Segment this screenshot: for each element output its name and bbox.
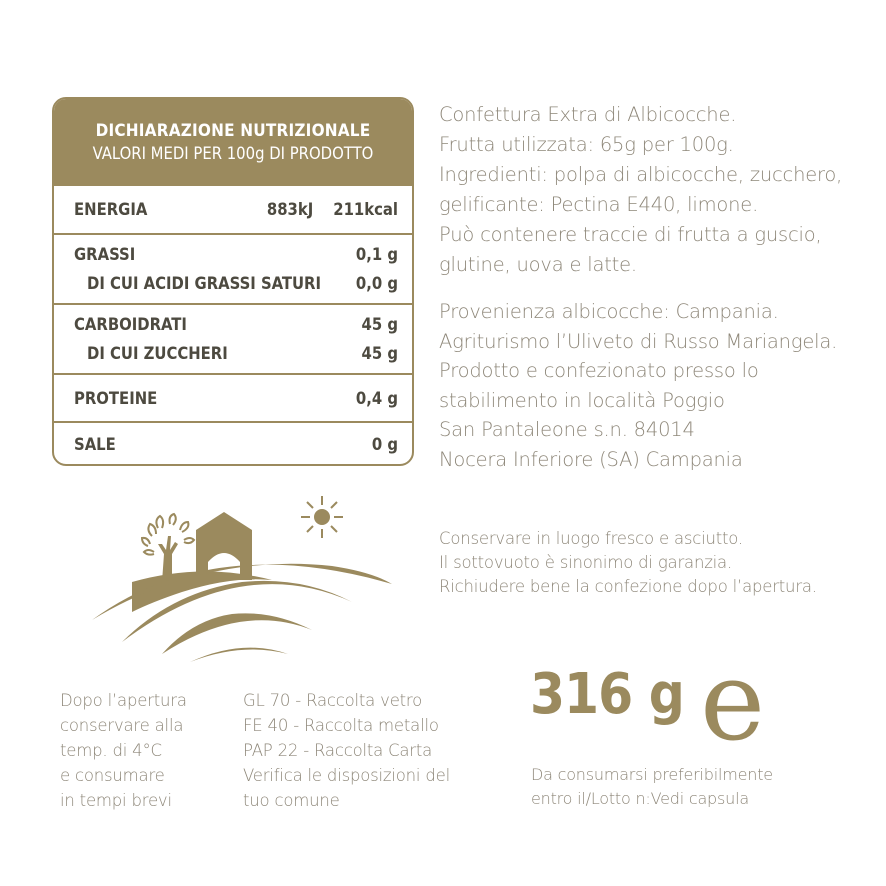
provenance-line: Prodotto e confezionato presso lo [439,359,759,383]
energy-kj: 883kJ [266,200,314,219]
nutrition-row-carbs [54,303,412,373]
energy-label: ENERGIA [74,200,148,219]
description-line: Ingredienti: polpa di albicocche, zucchero, [439,163,843,186]
storage-line: Il sottovuoto è sinonimo di garanzia. [439,553,732,572]
recycling-info [243,688,450,813]
nutrition-row-energy [54,184,412,233]
description-line: glutine, uova e latte. [439,253,637,276]
provenance-info [439,297,837,475]
carbs-label: CARBOIDRATI [74,315,187,334]
nutrition-row-fat [54,233,412,303]
fat-value: 0,1 g [355,245,398,264]
storage-line: Richiudere bene la confezione dopo l’apertura. [439,577,817,596]
recycling-line: GL 70 - Raccolta vetro [243,691,423,710]
protein-label: PROTEINE [74,388,158,408]
net-weight: 316 g [530,662,684,727]
sugars-label: DI CUI ZUCCHERI [87,344,228,363]
storage-line: Conservare in luogo fresco e asciutto. [439,529,743,548]
nutrition-subtitle: VALORI MEDI PER 100g DI PRODOTTO [92,143,374,163]
after-opening-line: Dopo l’apertura [60,691,187,710]
recycling-line: Verifica le disposizioni del [243,766,450,785]
after-opening-line: temp. di 4°C [60,741,162,760]
nutrition-row-protein [54,373,412,421]
description-line: gelificante: Pectina E440, limone. [439,193,759,216]
sugars-value: 45 g [361,344,398,363]
after-opening-line: conservare alla [60,716,184,735]
after-opening-line: e consumare [60,766,165,785]
best-before-line: entro il/Lotto n:Vedi capsula [531,789,749,808]
provenance-line: Provenienza albicocche: Campania. [439,300,779,323]
energy-kcal: 211kcal [333,200,398,219]
description-line: Confettura Extra di Albicocche. [439,103,737,126]
description-line: Frutta utilizzata: 65g per 100g. [439,133,734,156]
best-before-line: Da consumarsi preferibilmente [531,765,773,784]
nutrition-row-salt [54,421,412,466]
carbs-value: 45 g [361,315,398,334]
salt-value: 0 g [371,435,398,454]
best-before-info [531,763,773,811]
farmhouse-hills-sun-tree-icon [92,492,392,662]
recycling-line: FE 40 - Raccolta metallo [243,716,439,735]
storage-instructions [439,527,817,599]
provenance-line: San Pantaleone s.n. 84014 [439,418,695,442]
fat-label: GRASSI [74,245,136,264]
salt-label: SALE [74,435,116,454]
after-opening-instructions [60,688,187,813]
nutrition-header [54,99,412,184]
protein-value: 0,4 g [355,388,398,408]
after-opening-line: in tempi brevi [60,791,172,810]
provenance-line: stabilimento in località Poggio [439,388,725,412]
provenance-line: Agriturismo l’Uliveto di Russo Mariangela. [439,329,838,353]
nutrition-title: DICHIARAZIONE NUTRIZIONALE [95,120,371,141]
recycling-line: PAP 22 - Raccolta Carta [243,741,433,760]
saturated-fat-value: 0,0 g [355,274,398,293]
recycling-line: tuo comune [243,791,340,810]
provenance-line: Nocera Inferiore (SA) Campania [439,447,743,471]
estimated-sign-icon: e [700,637,766,765]
description-line: Può contenere traccie di frutta a guscio, [439,223,822,246]
saturated-fat-label: DI CUI ACIDI GRASSI SATURI [87,274,322,293]
product-description [439,100,842,280]
nutrition-table [52,97,414,466]
